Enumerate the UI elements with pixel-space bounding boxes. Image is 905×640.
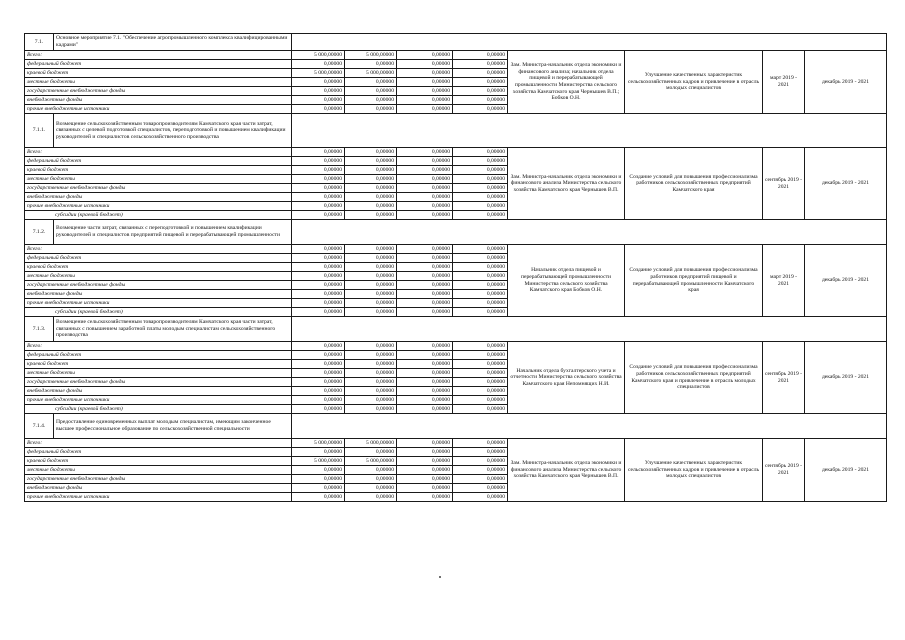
amount-cell: 0,00000 [292, 360, 345, 369]
amount-cell: 0,00000 [345, 60, 397, 69]
amount-cell: 0,00000 [292, 281, 345, 290]
amount-cell: 0,00000 [397, 299, 453, 308]
amount-cell: 0,00000 [345, 484, 397, 493]
amount-cell: 0,00000 [453, 51, 508, 60]
amount-cell: 0,00000 [345, 105, 397, 114]
amount-cell: 0,00000 [292, 405, 345, 414]
amount-cell: 0,00000 [345, 299, 397, 308]
amount-cell: 0,00000 [292, 254, 345, 263]
amount-cell: 0,00000 [453, 193, 508, 202]
amount-cell: 0,00000 [397, 254, 453, 263]
amount-cell: 0,00000 [397, 184, 453, 193]
funding-source-label: внебюджетные фонды [25, 96, 292, 105]
amount-cell: 0,00000 [397, 378, 453, 387]
measures-table [24, 33, 887, 502]
funding-row [25, 51, 887, 60]
amount-cell: 0,00000 [292, 166, 345, 175]
measure-title: Возмещение части затрат, связанных с переподготовкой и повышением квалификации руководителей и специалистов предприятий пищевой и перерабатывающей промышленности [54, 220, 292, 245]
measure-title: Возмещение сельскохозяйственным товаропроизводителям Камчатского края части затрат, связанных с повышением заработной платы молодым специалистам сельскохозяйственного производства [54, 317, 292, 342]
funding-row [25, 342, 887, 351]
amount-cell: 0,00000 [292, 184, 345, 193]
funding-source-label: субсидии (краевой бюджет) [25, 308, 292, 317]
amount-cell: 0,00000 [345, 202, 397, 211]
amount-cell: 0,00000 [292, 475, 345, 484]
amount-cell: 0,00000 [397, 78, 453, 87]
amount-cell: 0,00000 [453, 184, 508, 193]
funding-source-label: Всего: [25, 342, 292, 351]
amount-cell: 0,00000 [345, 308, 397, 317]
amount-cell: 0,00000 [397, 387, 453, 396]
amount-cell: 0,00000 [397, 448, 453, 457]
amount-cell: 0,00000 [397, 175, 453, 184]
funding-source-label: федеральный бюджет [25, 351, 292, 360]
amount-cell: 0,00000 [453, 202, 508, 211]
start-date: сентябрь 2019 - 2021 [763, 439, 805, 502]
amount-cell: 0,00000 [345, 166, 397, 175]
amount-cell: 0,00000 [397, 263, 453, 272]
amount-cell: 0,00000 [453, 175, 508, 184]
funding-source-label: краевой бюджет [25, 263, 292, 272]
amount-cell: 0,00000 [453, 263, 508, 272]
amount-cell: 0,00000 [292, 87, 345, 96]
amount-cell: 0,00000 [292, 96, 345, 105]
amount-cell: 0,00000 [292, 105, 345, 114]
amount-cell: 0,00000 [397, 211, 453, 220]
end-date: декабрь 2019 - 2021 [805, 51, 887, 114]
responsible-executor: Начальник отдела бухгалтерского учета и отчетности Министерства сельского хозяйства Камчатского края Непомнящих Н.И. [508, 342, 625, 414]
funding-row [25, 439, 887, 448]
amount-cell: 0,00000 [292, 272, 345, 281]
amount-cell: 0,00000 [345, 405, 397, 414]
amount-cell: 0,00000 [397, 369, 453, 378]
section-title-row [25, 114, 887, 148]
amount-cell: 0,00000 [397, 475, 453, 484]
amount-cell: 0,00000 [292, 245, 345, 254]
amount-cell: 0,00000 [292, 263, 345, 272]
amount-cell: 0,00000 [453, 484, 508, 493]
amount-cell: 0,00000 [397, 166, 453, 175]
amount-cell: 0,00000 [345, 290, 397, 299]
funding-source-label: субсидии (краевой бюджет) [25, 405, 292, 414]
amount-cell: 0,00000 [397, 493, 453, 502]
funding-source-label: федеральный бюджет [25, 254, 292, 263]
section-title-row [25, 220, 887, 245]
measure-code: 7.1.4. [25, 414, 54, 439]
amount-cell: 0,00000 [397, 457, 453, 466]
amount-cell: 0,00000 [453, 360, 508, 369]
funding-source-label: местные бюджеты [25, 78, 292, 87]
amount-cell: 0,00000 [453, 493, 508, 502]
funding-source-label: государственные внебюджетные фонды [25, 378, 292, 387]
amount-cell: 0,00000 [453, 245, 508, 254]
amount-cell: 0,00000 [453, 369, 508, 378]
end-date: декабрь 2019 - 2021 [805, 245, 887, 317]
page-mark [439, 576, 441, 578]
amount-cell: 0,00000 [397, 466, 453, 475]
amount-cell: 0,00000 [397, 360, 453, 369]
funding-source-label: внебюджетные фонды [25, 290, 292, 299]
amount-cell: 0,00000 [345, 475, 397, 484]
amount-cell: 0,00000 [397, 245, 453, 254]
amount-cell: 0,00000 [453, 157, 508, 166]
funding-source-label: федеральный бюджет [25, 448, 292, 457]
amount-cell: 0,00000 [345, 184, 397, 193]
amount-cell: 0,00000 [397, 148, 453, 157]
funding-source-label: федеральный бюджет [25, 60, 292, 69]
amount-cell: 5 000,00000 [345, 51, 397, 60]
amount-cell: 0,00000 [453, 272, 508, 281]
amount-cell: 0,00000 [292, 193, 345, 202]
funding-source-label: Всего: [25, 245, 292, 254]
amount-cell: 0,00000 [345, 493, 397, 502]
start-date: март 2019 - 2021 [763, 51, 805, 114]
funding-source-label: внебюджетные фонды [25, 484, 292, 493]
funding-source-label: краевой бюджет [25, 457, 292, 466]
amount-cell: 0,00000 [453, 281, 508, 290]
section-title-row [25, 317, 887, 342]
amount-cell: 5 000,00000 [292, 457, 345, 466]
amount-cell: 0,00000 [292, 396, 345, 405]
amount-cell: 0,00000 [453, 148, 508, 157]
amount-cell: 0,00000 [292, 369, 345, 378]
funding-source-label: государственные внебюджетные фонды [25, 87, 292, 96]
funding-source-label: краевой бюджет [25, 360, 292, 369]
measure-code: 7.1.3. [25, 317, 54, 342]
amount-cell: 0,00000 [345, 281, 397, 290]
funding-source-label: прочие внебюджетные источники [25, 396, 292, 405]
funding-source-label: внебюджетные фонды [25, 387, 292, 396]
amount-cell: 0,00000 [292, 299, 345, 308]
funding-source-label: местные бюджеты [25, 466, 292, 475]
amount-cell: 0,00000 [345, 263, 397, 272]
amount-cell: 5 000,00000 [345, 439, 397, 448]
expected-result: Создание условий для повышения профессионализма работников сельскохозяйственных предприятий Камчатского края [625, 148, 763, 220]
amount-cell: 0,00000 [292, 448, 345, 457]
amount-cell: 0,00000 [345, 245, 397, 254]
amount-cell: 0,00000 [453, 105, 508, 114]
amount-cell: 0,00000 [397, 96, 453, 105]
amount-cell: 0,00000 [453, 96, 508, 105]
amount-cell: 0,00000 [292, 60, 345, 69]
amount-cell: 0,00000 [345, 369, 397, 378]
amount-cell: 0,00000 [453, 342, 508, 351]
funding-source-label: местные бюджеты [25, 175, 292, 184]
funding-source-label: Всего: [25, 439, 292, 448]
expected-result: Создание условий для повышения профессионализма работников предприятий пищевой и перерабатывающей промышленности Камчатского края [625, 245, 763, 317]
amount-cell: 0,00000 [397, 290, 453, 299]
amount-cell: 0,00000 [453, 396, 508, 405]
amount-cell: 0,00000 [453, 351, 508, 360]
amount-cell: 0,00000 [292, 202, 345, 211]
responsible-executor: Зам. Министра-начальник отдела экономики и финансового анализа Министерства сельского хозяйства Камчатского края Чернышев В.П. [508, 148, 625, 220]
title-row-filler [292, 414, 887, 439]
title-row-filler [292, 220, 887, 245]
funding-source-label: Всего: [25, 148, 292, 157]
amount-cell: 0,00000 [345, 87, 397, 96]
funding-source-label: прочие внебюджетные источники [25, 105, 292, 114]
amount-cell: 0,00000 [345, 211, 397, 220]
amount-cell: 0,00000 [292, 157, 345, 166]
amount-cell: 0,00000 [292, 308, 345, 317]
amount-cell: 0,00000 [453, 254, 508, 263]
amount-cell: 0,00000 [453, 466, 508, 475]
amount-cell: 0,00000 [345, 360, 397, 369]
amount-cell: 0,00000 [345, 254, 397, 263]
amount-cell: 0,00000 [397, 396, 453, 405]
amount-cell: 0,00000 [397, 157, 453, 166]
amount-cell: 0,00000 [397, 281, 453, 290]
amount-cell: 5 000,00000 [292, 439, 345, 448]
amount-cell: 0,00000 [453, 457, 508, 466]
funding-source-label: прочие внебюджетные источники [25, 493, 292, 502]
amount-cell: 0,00000 [453, 69, 508, 78]
amount-cell: 0,00000 [397, 193, 453, 202]
funding-source-label: Всего: [25, 51, 292, 60]
funding-source-label: местные бюджеты [25, 369, 292, 378]
funding-source-label: прочие внебюджетные источники [25, 202, 292, 211]
responsible-executor: Зам. Министра-начальник отдела экономики и финансового анализа Министерства сельского хозяйства Камчатского края Чернышев В.П. [508, 439, 625, 502]
funding-source-label: государственные внебюджетные фонды [25, 281, 292, 290]
amount-cell: 0,00000 [345, 96, 397, 105]
measure-code: 7.1.1. [25, 114, 54, 148]
amount-cell: 0,00000 [345, 78, 397, 87]
amount-cell: 0,00000 [345, 448, 397, 457]
amount-cell: 0,00000 [345, 175, 397, 184]
amount-cell: 0,00000 [397, 105, 453, 114]
amount-cell: 0,00000 [345, 157, 397, 166]
amount-cell: 0,00000 [453, 290, 508, 299]
amount-cell: 0,00000 [397, 272, 453, 281]
funding-source-label: краевой бюджет [25, 166, 292, 175]
funding-source-label: государственные внебюджетные фонды [25, 475, 292, 484]
amount-cell: 5 000,00000 [292, 69, 345, 78]
amount-cell: 0,00000 [345, 387, 397, 396]
start-date: сентябрь 2019 - 2021 [763, 342, 805, 414]
title-row-filler [292, 317, 887, 342]
amount-cell: 5 000,00000 [345, 457, 397, 466]
measure-code: 7.1.2. [25, 220, 54, 245]
amount-cell: 0,00000 [397, 405, 453, 414]
amount-cell: 0,00000 [345, 148, 397, 157]
amount-cell: 0,00000 [453, 166, 508, 175]
funding-source-label: субсидии (краевой бюджет) [25, 211, 292, 220]
measure-title: Основное мероприятие 7.1. "Обеспечение агропромышленного комплекса квалифицированными кадрами" [54, 34, 292, 51]
section-title-row [25, 414, 887, 439]
amount-cell: 0,00000 [453, 387, 508, 396]
amount-cell: 0,00000 [292, 466, 345, 475]
amount-cell: 0,00000 [292, 378, 345, 387]
amount-cell: 0,00000 [397, 342, 453, 351]
amount-cell: 0,00000 [453, 60, 508, 69]
measure-code: 7.1. [25, 34, 54, 51]
amount-cell: 0,00000 [453, 78, 508, 87]
amount-cell: 5 000,00000 [292, 51, 345, 60]
end-date: декабрь 2019 - 2021 [805, 342, 887, 414]
amount-cell: 0,00000 [292, 148, 345, 157]
amount-cell: 0,00000 [292, 175, 345, 184]
amount-cell: 0,00000 [292, 78, 345, 87]
amount-cell: 0,00000 [292, 342, 345, 351]
expected-result: Улучшение качественных характеристик сельскохозяйственных кадров и привлечение в отрасль молодых специалистов [625, 439, 763, 502]
amount-cell: 0,00000 [453, 448, 508, 457]
amount-cell: 0,00000 [292, 387, 345, 396]
amount-cell: 0,00000 [397, 51, 453, 60]
amount-cell: 0,00000 [453, 299, 508, 308]
amount-cell: 0,00000 [397, 60, 453, 69]
amount-cell: 0,00000 [345, 378, 397, 387]
start-date: сентябрь 2019 - 2021 [763, 148, 805, 220]
amount-cell: 0,00000 [345, 466, 397, 475]
amount-cell: 0,00000 [345, 396, 397, 405]
amount-cell: 0,00000 [292, 211, 345, 220]
amount-cell: 0,00000 [397, 308, 453, 317]
funding-source-label: прочие внебюджетные источники [25, 299, 292, 308]
responsible-executor: Зам. Министра-начальник отдела экономики и финансового анализа; начальник отдела пищевой и перерабатывающей промышленности Министерства сельского хозяйства Камчатского края Чернышев В.П.; Бобков О.Н. [508, 51, 625, 114]
funding-source-label: государственные внебюджетные фонды [25, 184, 292, 193]
end-date: декабрь 2019 - 2021 [805, 439, 887, 502]
amount-cell: 0,00000 [397, 69, 453, 78]
amount-cell: 0,00000 [397, 439, 453, 448]
section-title-row [25, 34, 887, 51]
amount-cell: 0,00000 [453, 439, 508, 448]
amount-cell: 0,00000 [292, 484, 345, 493]
measure-title: Возмещение сельскохозяйственным товаропроизводителям Камчатского края части затрат, связанных с целевой подготовкой специалистов, переподготовкой и повышением квалификации руководителей и специалистов сельскохозяйственного производства [54, 114, 292, 148]
responsible-executor: Начальник отдела пищевой и перерабатывающей промышленности Министерства сельского хозяйства Камчатского края Бобков О.Н. [508, 245, 625, 317]
start-date: март 2019 - 2021 [763, 245, 805, 317]
amount-cell: 0,00000 [453, 475, 508, 484]
amount-cell: 0,00000 [345, 193, 397, 202]
amount-cell: 5 000,00000 [345, 69, 397, 78]
amount-cell: 0,00000 [453, 211, 508, 220]
amount-cell: 0,00000 [397, 87, 453, 96]
funding-source-label: федеральный бюджет [25, 157, 292, 166]
end-date: декабрь 2019 - 2021 [805, 148, 887, 220]
amount-cell: 0,00000 [345, 342, 397, 351]
amount-cell: 0,00000 [345, 351, 397, 360]
funding-row [25, 245, 887, 254]
amount-cell: 0,00000 [397, 484, 453, 493]
title-row-filler [292, 114, 887, 148]
expected-result: Создание условий для повышения профессионализма работников сельскохозяйственных предприятий Камчатского края и привлечение в отрасль молодых специалистов [625, 342, 763, 414]
funding-source-label: внебюджетные фонды [25, 193, 292, 202]
amount-cell: 0,00000 [345, 272, 397, 281]
funding-row [25, 148, 887, 157]
amount-cell: 0,00000 [397, 351, 453, 360]
expected-result: Улучшение качественных характеристик сельскохозяйственных кадров и привлечение в отрасль молодых специалистов [625, 51, 763, 114]
amount-cell: 0,00000 [453, 405, 508, 414]
amount-cell: 0,00000 [453, 378, 508, 387]
amount-cell: 0,00000 [292, 351, 345, 360]
funding-source-label: краевой бюджет [25, 69, 292, 78]
amount-cell: 0,00000 [453, 308, 508, 317]
amount-cell: 0,00000 [397, 202, 453, 211]
title-row-filler [292, 34, 887, 51]
funding-source-label: местные бюджеты [25, 272, 292, 281]
amount-cell: 0,00000 [292, 493, 345, 502]
amount-cell: 0,00000 [453, 87, 508, 96]
amount-cell: 0,00000 [292, 290, 345, 299]
measure-title: Предоставление единовременных выплат молодым специалистам, имеющим законченное высшее профессиональное образование по сельскохозяйственной специальности [54, 414, 292, 439]
